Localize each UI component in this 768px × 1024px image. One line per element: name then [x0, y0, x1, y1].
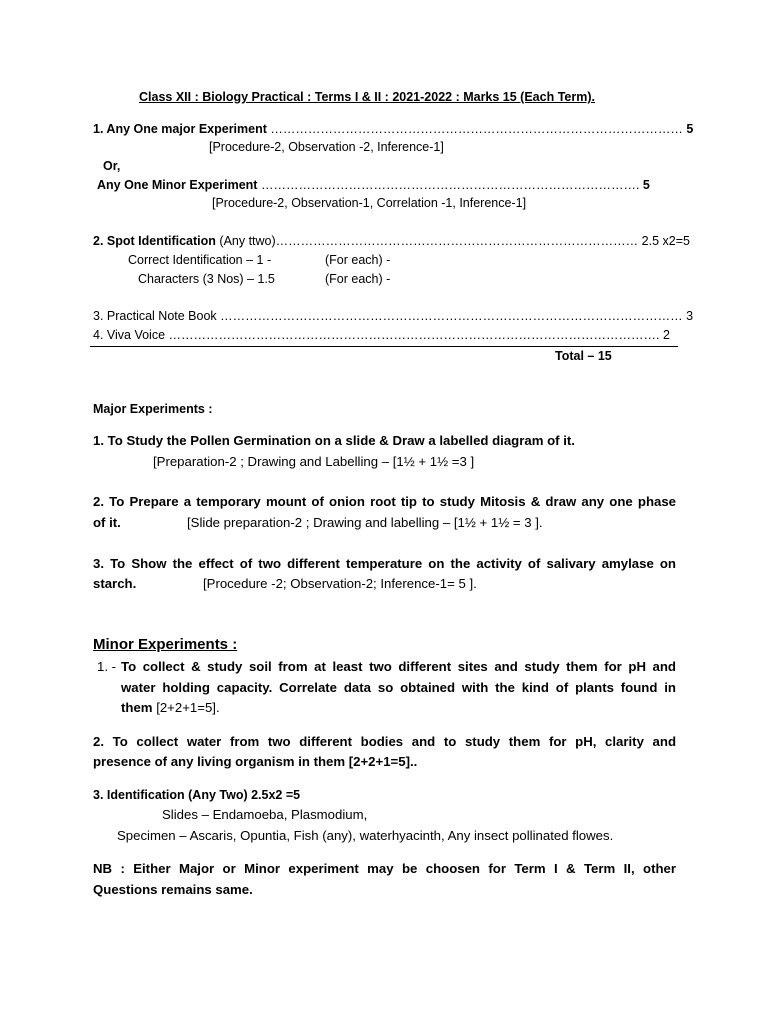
- major-exp-1-title: 1. To Study the Pollen Germination on a slide & Draw a labelled diagram of it.: [93, 433, 575, 448]
- minor-exp-2-line-1: 2. To collect water from two different bodies and to study them for pH, clarity and: [93, 734, 676, 749]
- scheme-item-2-sub-2-right: (For each) -: [325, 272, 391, 286]
- minor-exp-1-line-3-text: them: [121, 700, 153, 715]
- scheme-minor-marks: 5: [642, 178, 650, 192]
- major-exp-2-cont: of it.: [93, 515, 121, 530]
- nb-note-line-2: Questions remains same.: [93, 882, 253, 897]
- scheme-item-3-marks: 3: [686, 309, 694, 323]
- major-exp-3-marks: [Procedure -2; Observation-2; Inference-1= 5 ].: [203, 576, 477, 591]
- scheme-item-4-marks: 2: [663, 328, 670, 342]
- major-heading: Major Experiments :: [93, 402, 213, 416]
- scheme-item-2-dots: ……………………………………………………………………………: [275, 234, 639, 248]
- minor-exp-1-line-1: To collect & study soil from at least two different sites and study them for pH and: [121, 659, 676, 674]
- scheme-or: Or,: [103, 159, 121, 173]
- scheme-minor-detail: [Procedure-2, Observation-1, Correlation -1, Inference-1]: [212, 196, 527, 210]
- scheme-item-2-marks: 2.5 x2=5: [641, 234, 690, 248]
- scheme-item-1-marks: 5: [686, 122, 694, 136]
- minor-heading: Minor Experiments :: [93, 636, 238, 653]
- minor-exp-2-line-2: presence of any living organism in them [2+2+1=5]..: [93, 754, 418, 769]
- scheme-item-3-dots: …………………………………………………………………………………………………: [220, 309, 683, 323]
- scheme-item-2-sub-1-left: Correct Identification – 1 -: [128, 253, 272, 267]
- major-exp-2-marks: [Slide preparation-2 ; Drawing and labelling – [1½ + 1½ = 3 ].: [187, 515, 543, 530]
- minor-exp-3-slides: Slides – Endamoeba, Plasmodium,: [162, 807, 368, 822]
- scheme-item-1: [93, 121, 693, 137]
- major-exp-2-title: 2. To Prepare a temporary mount of onion root tip to study Mitosis & draw any one phase: [93, 494, 676, 509]
- scheme-item-1-dots: ………………………………………………………………………………………: [270, 122, 683, 136]
- scheme-minor-label: Any One Minor Experiment: [97, 178, 258, 192]
- minor-exp-3-title: 3. Identification (Any Two) 2.5x2 =5: [93, 788, 301, 802]
- scheme-item-4-dots: ……………………………………………………………………………………………………….: [168, 328, 660, 342]
- major-exp-3-cont: starch.: [93, 576, 137, 591]
- scheme-item-2: [93, 233, 690, 249]
- scheme-item-3: [93, 308, 693, 324]
- scheme-total: Total – 15: [555, 349, 612, 363]
- nb-note-line-1: NB : Either Major or Minor experiment may be choosen for Term I & Term II, other: [93, 861, 676, 876]
- minor-exp-1-line-3: [121, 700, 220, 716]
- major-exp-3-title: 3. To Show the effect of two different temperature on the activity of salivary amylase on: [93, 556, 676, 571]
- scheme-item-1-detail: [Procedure-2, Observation -2, Inference-1]: [209, 140, 444, 154]
- scheme-minor-dots: ……………………………………………………………………………….: [260, 178, 640, 192]
- scheme-item-2-label: 2. Spot Identification: [93, 234, 216, 248]
- major-exp-1-marks: [Preparation-2 ; Drawing and Labelling – [1½ + 1½ =3 ]: [153, 454, 475, 469]
- scheme-item-4: [93, 327, 670, 343]
- page-title: Class XII : Biology Practical : Terms I & II : 2021-2022 : Marks 15 (Each Term).: [139, 90, 595, 104]
- minor-exp-1-number: 1. -: [97, 659, 117, 674]
- scheme-minor: [97, 177, 650, 193]
- scheme-item-3-label: 3. Practical Note Book: [93, 309, 217, 323]
- minor-exp-1-line-2: water holding capacity. Correlate data so obtained with the kind of plants found in: [121, 680, 676, 695]
- scheme-item-2-sub-1-right: (For each) -: [325, 253, 391, 267]
- minor-exp-1-marks: [2+2+1=5].: [156, 700, 220, 715]
- scheme-item-4-label: 4. Viva Voice: [93, 328, 166, 342]
- minor-exp-3-specimen: Specimen – Ascaris, Opuntia, Fish (any), waterhyacinth, Any insect pollinated flowes.: [117, 828, 614, 843]
- total-rule: [90, 346, 678, 347]
- scheme-item-2-sub-2-left: Characters (3 Nos) – 1.5: [138, 272, 275, 286]
- scheme-item-2-note: (Any ttwo): [219, 234, 276, 248]
- scheme-item-1-label: 1. Any One major Experiment: [93, 122, 267, 136]
